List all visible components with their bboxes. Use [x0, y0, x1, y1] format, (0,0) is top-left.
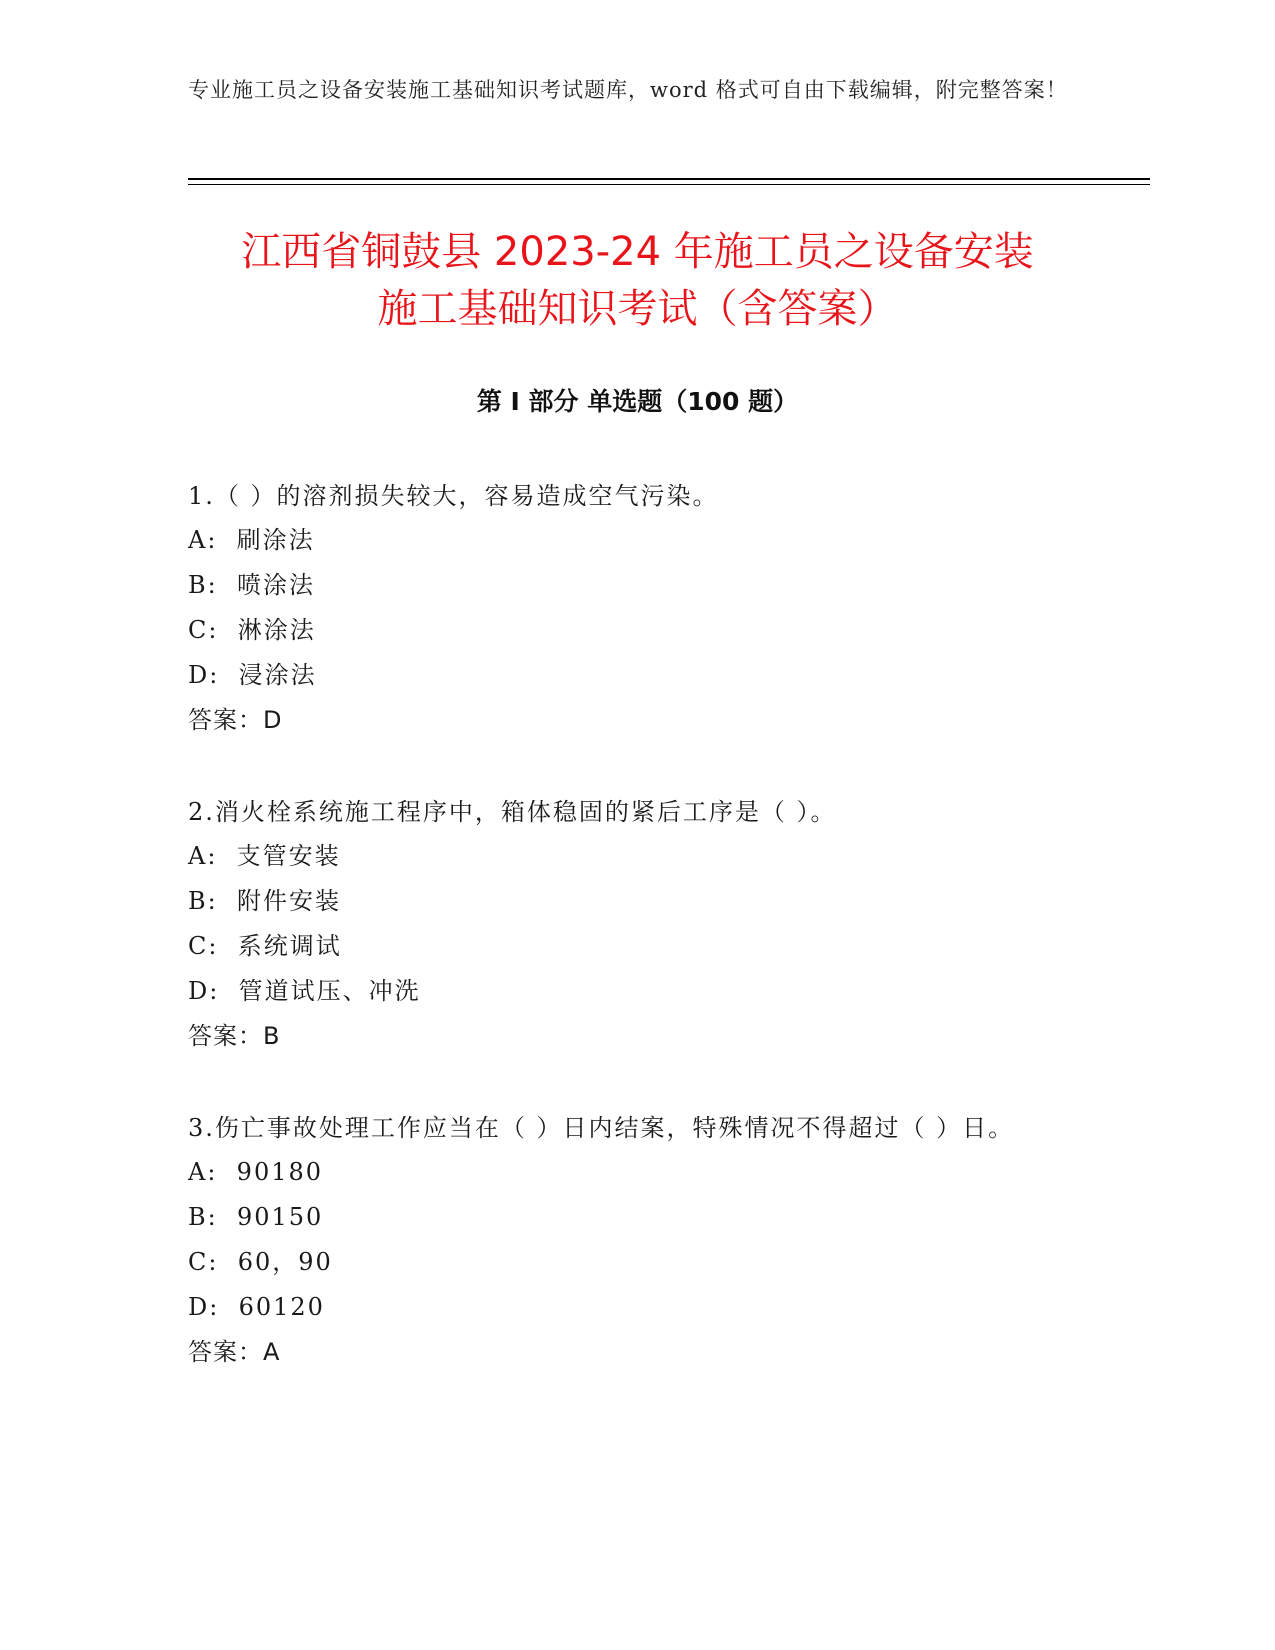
question-text: 1.（ ）的溶剂损失较大，容易造成空气污染。 — [188, 482, 719, 510]
option-b: B: 附件安装 — [188, 887, 341, 915]
option-d: D: 60120 — [188, 1293, 325, 1321]
option-a: A: 支管安装 — [188, 842, 341, 870]
question-text: 3.伤亡事故处理工作应当在（ ）日内结案，特殊情况不得超过（ ）日。 — [188, 1114, 1015, 1142]
question-3 — [188, 1106, 1068, 1375]
option-a: A: 90180 — [188, 1158, 324, 1186]
header-rule-thin — [188, 184, 1150, 185]
question-2 — [188, 790, 1068, 1059]
question-text: 2.消火栓系统施工程序中，箱体稳固的紧后工序是（ ）。 — [188, 798, 837, 826]
option-c: C: 系统调试 — [188, 932, 342, 960]
header-rule-thick — [188, 178, 1150, 180]
section-title: 第 I 部分 单选题（100 题） — [476, 387, 799, 416]
option-c: C: 60，90 — [188, 1248, 333, 1276]
title-line-1: 江西省铜鼓县 2023-24 年施工员之设备安装 — [241, 229, 1034, 275]
option-b: B: 喷涂法 — [188, 571, 315, 599]
answer: 答案：B — [188, 1022, 281, 1050]
option-d: D: 管道试压、冲洗 — [188, 977, 421, 1005]
header-note: 专业施工员之设备安装施工基础知识考试题库，word 格式可自由下载编辑，附完整答案！ — [188, 78, 1068, 102]
option-c: C: 淋涂法 — [188, 616, 316, 644]
answer: 答案：A — [188, 1338, 281, 1366]
option-a: A: 刷涂法 — [188, 526, 315, 554]
document-title — [150, 224, 1125, 338]
question-1 — [188, 474, 1068, 743]
option-d: D: 浸涂法 — [188, 661, 317, 689]
answer: 答案：D — [188, 706, 283, 734]
title-line-2: 施工基础知识考试（含答案） — [377, 286, 898, 332]
option-b: B: 90150 — [188, 1203, 324, 1231]
